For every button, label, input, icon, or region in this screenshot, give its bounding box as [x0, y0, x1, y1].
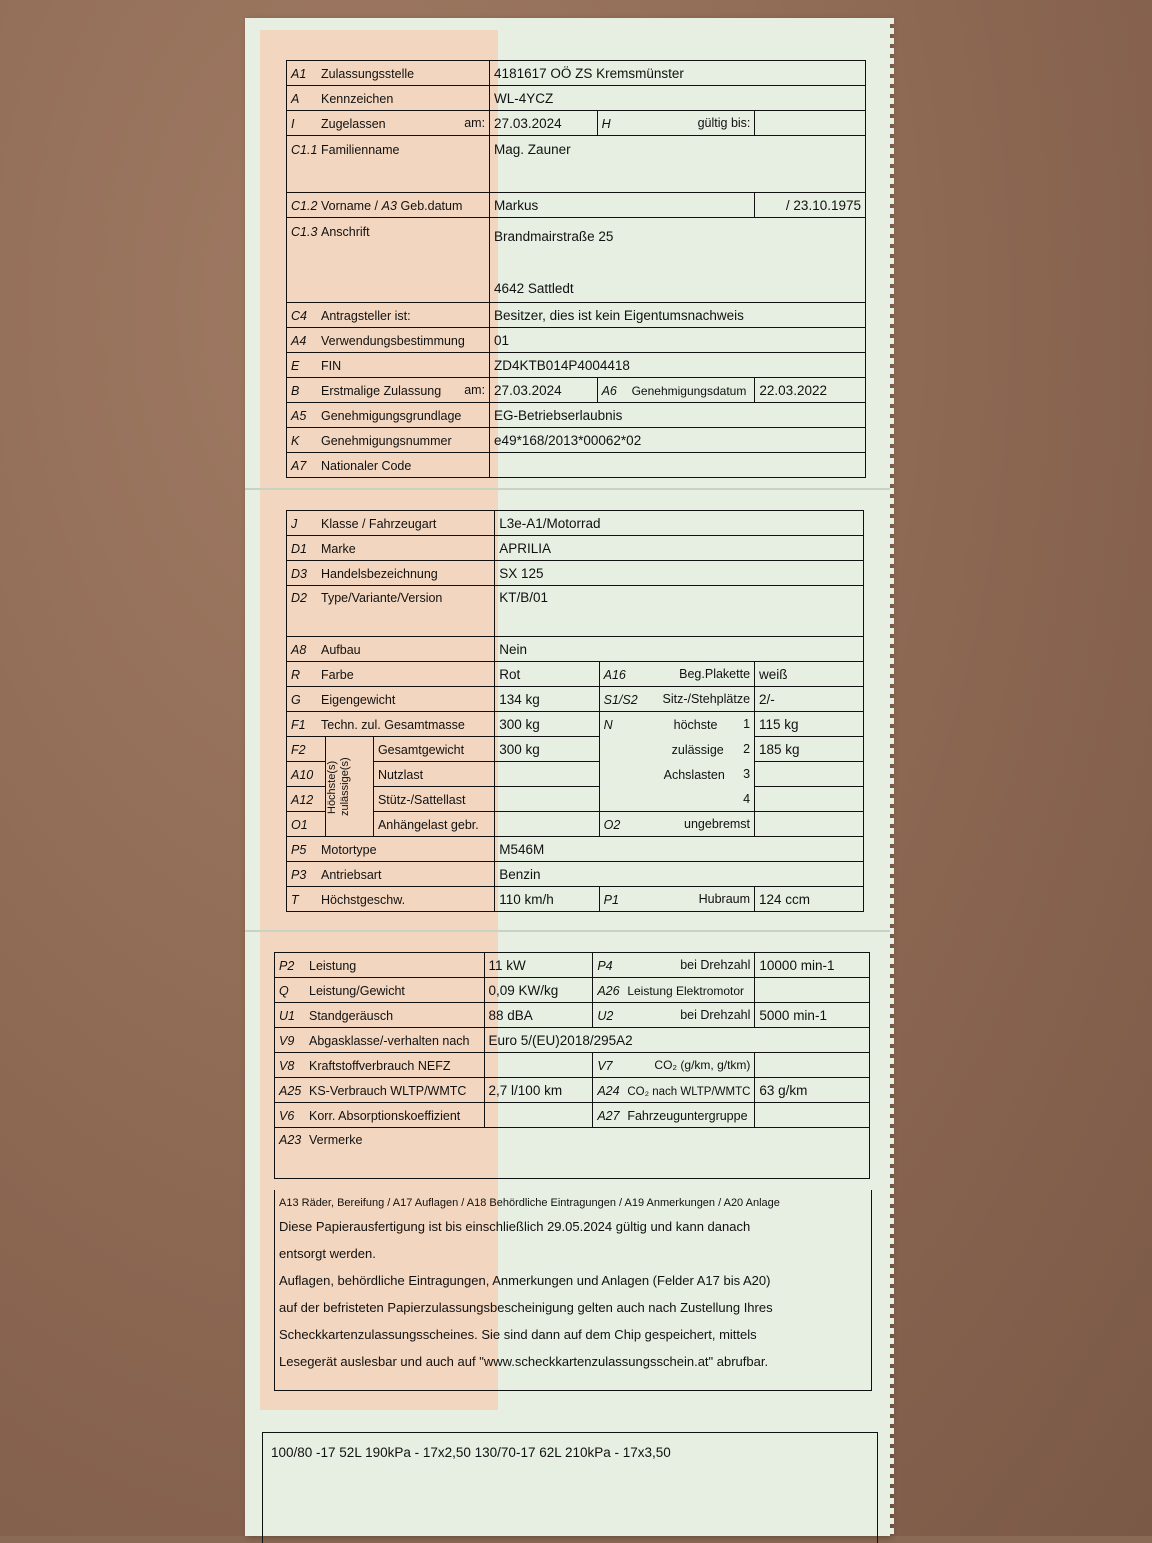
field-code: J	[291, 516, 298, 531]
section-vehicle-table	[286, 510, 864, 912]
hoechstgeschw-value: 110 km/h	[495, 887, 599, 912]
field-code: A10	[291, 767, 314, 782]
table-row	[287, 887, 864, 912]
field-code: I	[291, 116, 295, 131]
achslast-1-value: 115 kg	[755, 712, 864, 737]
field-label: am:	[464, 382, 486, 397]
field-code: O2	[603, 817, 621, 832]
remarks-line: auf der befristeten Papierzulassungsbescheinigung gelten auch nach Zustellung Ihres	[279, 1300, 773, 1315]
field-label: 2	[743, 741, 751, 756]
type-value: KT/B/01	[495, 586, 864, 637]
table-row	[287, 837, 864, 862]
field-code: A6	[601, 383, 617, 398]
table-row	[275, 1128, 870, 1179]
achslast-2-value: 185 kg	[755, 737, 864, 762]
drehzahl-value: 10000 min-1	[755, 953, 870, 978]
table-row	[287, 136, 866, 193]
field-label: Sitz-/Stehplätze	[662, 691, 751, 706]
gesamtmasse-value: 300 kg	[495, 712, 599, 737]
field-label: Zulassungsstelle	[321, 66, 415, 81]
geburtsdatum-value: / 23.10.1975	[755, 193, 866, 218]
familienname-value: Mag. Zauner	[490, 136, 866, 193]
table-row	[287, 812, 864, 837]
field-code: A16	[603, 667, 626, 682]
field-code: C1.3	[291, 225, 318, 239]
field-label: Leistung Elektromotor	[627, 983, 745, 998]
table-row	[287, 712, 864, 737]
field-label: Antriebsart	[321, 867, 382, 882]
co2-wltp-value: 63 g/km	[755, 1078, 870, 1103]
field-code: F2	[291, 742, 306, 757]
field-code: N	[603, 717, 613, 732]
nationaler-code-value	[490, 453, 866, 478]
table-row	[287, 193, 866, 218]
field-code: P4	[597, 958, 613, 973]
sitzplaetze-value: 2/-	[755, 687, 864, 712]
eigengewicht-value: 134 kg	[495, 687, 599, 712]
field-label: Anhängelast gebr.	[377, 817, 479, 832]
field-label: bei Drehzahl	[680, 1007, 751, 1022]
field-label: Vorname /	[321, 198, 378, 213]
field-label: bei Drehzahl	[680, 957, 751, 972]
field-code: U2	[597, 1008, 614, 1023]
zulassungsstelle-value: 4181617 OÖ ZS Kremsmünster	[490, 61, 866, 86]
field-label: höchste	[673, 717, 718, 732]
field-label: 3	[743, 766, 751, 781]
section-owner-table	[286, 60, 866, 478]
field-code: R	[291, 667, 301, 682]
field-label: 4	[743, 791, 751, 806]
field-code: D2	[291, 591, 307, 605]
antragsteller-value: Besitzer, dies ist kein Eigentumsnachweis	[490, 303, 866, 328]
fin-value: ZD4KTB014P4004418	[490, 353, 866, 378]
field-code: E	[291, 358, 300, 373]
field-code: P5	[291, 842, 307, 857]
table-row	[287, 111, 866, 136]
field-label: Handelsbezeichnung	[321, 566, 438, 581]
table-row	[287, 403, 866, 428]
table-row	[287, 586, 864, 637]
field-label: Techn. zul. Gesamtmasse	[321, 717, 465, 732]
field-label: Eigengewicht	[321, 692, 396, 707]
field-label: Marke	[321, 541, 356, 556]
remarks-line: entsorgt werden.	[279, 1246, 376, 1261]
field-label: Korr. Absorptionskoeffizient	[309, 1108, 461, 1123]
field-label: ungebremst	[684, 816, 751, 831]
field-code: A3	[381, 198, 397, 213]
absorption-value	[484, 1103, 593, 1128]
field-label: Aufbau	[321, 642, 361, 657]
field-code: H	[601, 116, 611, 131]
field-label: Genehmigungsgrundlage	[321, 408, 462, 423]
field-label: Beg.Plakette	[679, 666, 751, 681]
fold-line	[245, 930, 890, 932]
field-code: A5	[291, 408, 307, 423]
remarks-line: Auflagen, behördliche Eintragungen, Anmerkungen und Anlagen (Felder A17 bis A20)	[279, 1273, 771, 1288]
field-code: O1	[291, 817, 308, 832]
field-code: A25	[279, 1083, 302, 1098]
achslast-4-value	[755, 787, 864, 812]
field-label: Vermerke	[309, 1133, 363, 1147]
table-row	[287, 86, 866, 111]
field-code: F1	[291, 717, 306, 732]
verwendung-value: 01	[490, 328, 866, 353]
field-label: Gesamtgewicht	[377, 742, 465, 757]
field-label: Zugelassen	[321, 116, 386, 131]
field-code: B	[291, 383, 300, 398]
field-code: G	[291, 692, 301, 707]
table-row	[287, 762, 864, 787]
marke-value: APRILIA	[495, 536, 864, 561]
field-code: A12	[291, 792, 314, 807]
field-label: zulässige	[671, 742, 724, 757]
field-label: Geb.datum	[400, 198, 463, 213]
field-code: A23	[279, 1133, 302, 1147]
field-label: am:	[464, 115, 486, 130]
grundlage-value: EG-Betriebserlaubnis	[490, 403, 866, 428]
field-label: Antragsteller ist:	[321, 308, 411, 323]
field-code: T	[291, 892, 299, 907]
plakette-value: weiß	[755, 662, 864, 687]
klasse-value: L3e-A1/Motorrad	[495, 511, 864, 536]
field-label: CO₂ nach WLTP/WMTC	[627, 1085, 751, 1098]
field-code: A24	[597, 1083, 620, 1098]
untergruppe-value	[755, 1103, 870, 1128]
table-row	[275, 1078, 870, 1103]
field-label: Type/Variante/Version	[321, 591, 443, 605]
table-row	[287, 378, 866, 403]
table-row	[287, 862, 864, 887]
field-code: A1	[291, 66, 307, 81]
vorname-value: Markus	[490, 193, 755, 218]
abgas-value: Euro 5/(EU)2018/295A2	[484, 1028, 869, 1053]
gueltig-bis-value	[755, 111, 866, 136]
anhaengelast-value	[495, 812, 599, 837]
farbe-value: Rot	[495, 662, 599, 687]
field-label: Kraftstoffverbrauch NEFZ	[309, 1058, 451, 1073]
table-row	[275, 1028, 870, 1053]
nefz-value	[484, 1053, 593, 1078]
field-code: D1	[291, 541, 307, 556]
field-label: gültig bis:	[697, 115, 751, 130]
field-code: A26	[597, 983, 620, 998]
field-label: Stütz-/Sattellast	[377, 792, 466, 807]
field-label: Höchste(s)	[326, 759, 338, 814]
fold-line	[245, 488, 890, 490]
field-code: A27	[597, 1108, 620, 1123]
erstzulassung-value: 27.03.2024	[490, 378, 598, 403]
field-label: Erstmalige Zulassung	[321, 383, 442, 398]
field-label: Nationaler Code	[321, 458, 412, 473]
ungebremst-value	[755, 812, 864, 837]
field-code: A8	[291, 642, 307, 657]
remarks-line: Scheckkartenzulassungsscheines. Sie sind dann auf dem Chip gespeichert, mittels	[279, 1327, 757, 1342]
field-label: Motortype	[321, 842, 377, 857]
field-label: Farbe	[321, 667, 354, 682]
table-row	[275, 953, 870, 978]
table-row	[275, 1003, 870, 1028]
field-label: Hubraum	[698, 891, 751, 906]
field-label: Genehmigungsdatum	[631, 383, 747, 398]
field-label: Höchstgeschw.	[321, 892, 406, 907]
gesamtgewicht-value: 300 kg	[495, 737, 599, 762]
zugelassen-value: 27.03.2024	[490, 111, 598, 136]
field-code: C1.2	[291, 198, 318, 213]
kennzeichen-value: WL-4YCZ	[490, 86, 866, 111]
co2-nefz-value	[755, 1053, 870, 1078]
table-row	[287, 303, 866, 328]
genehmigungsnummer-value: e49*168/2013*00062*02	[490, 428, 866, 453]
field-label: Anschrift	[321, 225, 370, 239]
table-row	[287, 218, 866, 303]
table-row	[287, 687, 864, 712]
field-label: Leistung	[309, 958, 357, 973]
anschrift-line: 4642 Sattledt	[494, 281, 574, 296]
table-row	[287, 511, 864, 536]
section-engine-table	[274, 952, 870, 1179]
field-label: Abgasklasse/-verhalten nach	[309, 1033, 470, 1048]
field-code: C4	[291, 308, 307, 323]
wltp-value: 2,7 l/100 km	[484, 1078, 593, 1103]
genehmigungsdatum-value: 22.03.2022	[755, 378, 866, 403]
table-row	[287, 737, 864, 762]
field-label: Genehmigungsnummer	[321, 433, 452, 448]
field-code: U1	[279, 1008, 295, 1023]
field-code: V8	[279, 1058, 295, 1073]
field-code: Q	[279, 983, 289, 998]
field-label: Kennzeichen	[321, 91, 394, 106]
field-code: D3	[291, 566, 307, 581]
leistung-value: 11 kW	[484, 953, 593, 978]
table-row	[287, 328, 866, 353]
field-code: V9	[279, 1033, 295, 1048]
handelsbezeichnung-value: SX 125	[495, 561, 864, 586]
table-row	[287, 662, 864, 687]
nutzlast-value	[495, 762, 599, 787]
field-code: S1/S2	[603, 692, 638, 707]
table-row	[287, 428, 866, 453]
table-row	[287, 637, 864, 662]
field-code: P2	[279, 958, 295, 973]
leistung-gewicht-value: 0,09 KW/kg	[484, 978, 593, 1003]
achslast-3-value	[755, 762, 864, 787]
table-row	[275, 978, 870, 1003]
elektromotor-value	[755, 978, 870, 1003]
field-code: V7	[597, 1058, 613, 1073]
standgeraeusch-value: 88 dBA	[484, 1003, 593, 1028]
field-code: K	[291, 433, 300, 448]
table-row	[287, 353, 866, 378]
tyres-text: 100/80 -17 52L 190kPa - 17x2,50 130/70-17 62L 210kPa - 17x3,50	[271, 1445, 671, 1460]
table-row	[275, 1103, 870, 1128]
field-label: Leistung/Gewicht	[309, 983, 405, 998]
field-label: Klasse / Fahrzeugart	[321, 516, 437, 531]
tyres-box	[262, 1432, 878, 1543]
field-code: P3	[291, 867, 307, 882]
field-label: Verwendungsbestimmung	[321, 333, 465, 348]
remarks-line: Diese Papierausfertigung ist bis einschließlich 29.05.2024 gültig und kann danach	[279, 1219, 751, 1234]
stuetzlast-value	[495, 787, 599, 812]
anschrift-line: Brandmairstraße 25	[494, 229, 614, 244]
antriebsart-value: Benzin	[495, 862, 864, 887]
field-label: Fahrzeuguntergruppe	[627, 1108, 748, 1123]
remarks-box	[274, 1190, 872, 1391]
table-row	[275, 1053, 870, 1078]
aufbau-value: Nein	[495, 637, 864, 662]
table-row	[287, 61, 866, 86]
field-label: Familienname	[321, 143, 400, 157]
motortype-value: M546M	[495, 837, 864, 862]
field-code: A7	[291, 458, 307, 473]
remarks-line: Lesegerät auslesbar und auch auf "www.scheckkartenzulassungsschein.at" abrufbar.	[279, 1354, 769, 1369]
field-code: A	[291, 91, 300, 106]
field-label: KS-Verbrauch WLTP/WMTC	[309, 1083, 467, 1098]
field-label: Achslasten	[663, 767, 725, 782]
field-code: P1	[603, 892, 619, 907]
table-row	[287, 561, 864, 586]
field-label: Nutzlast	[377, 767, 424, 782]
field-label: FIN	[321, 358, 342, 373]
geraeusch-drehzahl-value: 5000 min-1	[755, 1003, 870, 1028]
table-row	[287, 787, 864, 812]
table-row	[287, 536, 864, 561]
field-label: zulässige(s)	[339, 757, 351, 816]
field-label: Standgeräusch	[309, 1008, 394, 1023]
field-code: V6	[279, 1108, 295, 1123]
hubraum-value: 124 ccm	[755, 887, 864, 912]
table-row	[287, 453, 866, 478]
remarks-header: A13 Räder, Bereifung / A17 Auflagen / A18 Behördliche Eintragungen / A19 Anmerkungen / A20 Anlage	[279, 1197, 780, 1209]
field-label: 1	[743, 716, 751, 731]
field-code: A4	[291, 333, 307, 348]
field-label: CO₂ (g/km, g/tkm)	[654, 1057, 751, 1072]
field-code: C1.1	[291, 143, 318, 157]
